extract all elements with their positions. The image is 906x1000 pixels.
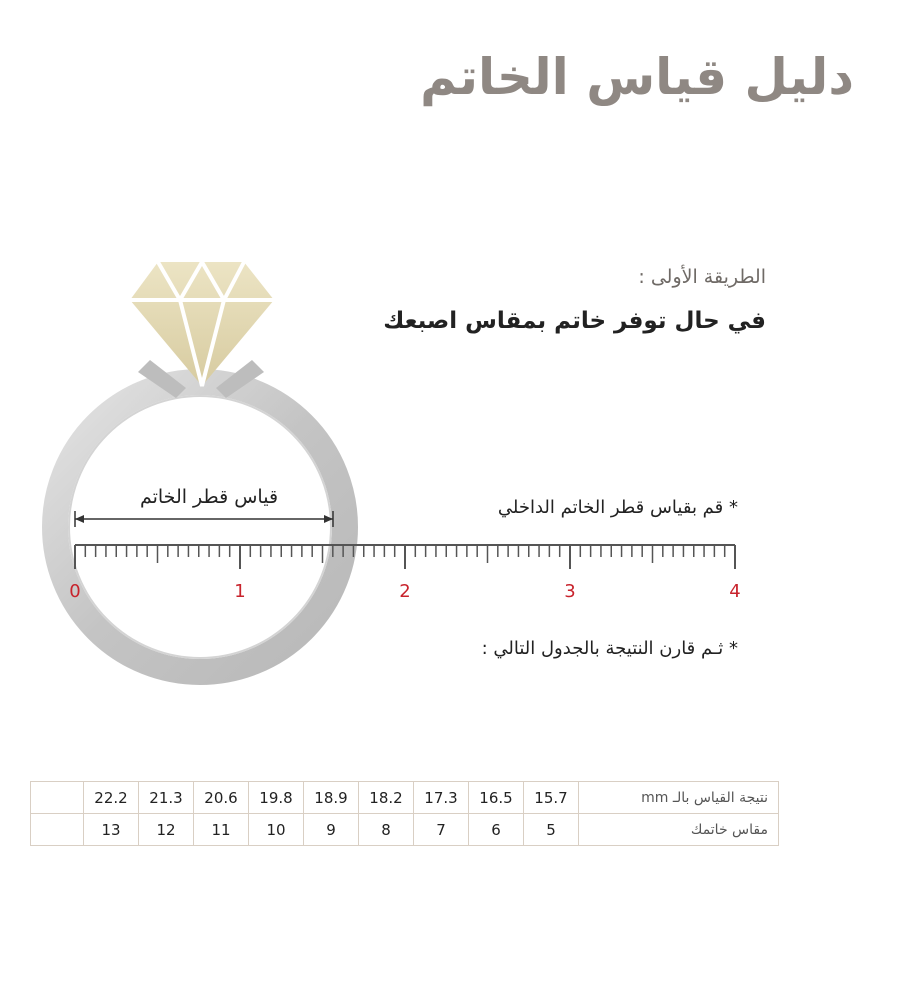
ring-band (55, 382, 345, 672)
table-cell-empty (31, 814, 84, 846)
diameter-arrow (75, 511, 333, 527)
table-cell: 11 (194, 814, 249, 846)
ruler-label: 4 (729, 581, 741, 602)
table-header-mm: نتيجة القياس بالـ mm (579, 782, 779, 814)
table-cell-empty (31, 782, 84, 814)
ruler-label: 2 (399, 581, 411, 602)
table-cell: 20.6 (194, 782, 249, 814)
ring-illustration (0, 240, 906, 700)
ruler (69, 545, 740, 602)
table-cell: 16.5 (469, 782, 524, 814)
ruler-label: 1 (234, 581, 246, 602)
table-cell: 9 (304, 814, 359, 846)
table-cell: 8 (359, 814, 414, 846)
page-title: دليل قياس الخاتم (420, 48, 854, 106)
table-cell: 22.2 (84, 782, 139, 814)
size-table (30, 781, 779, 846)
table-cell: 19.8 (249, 782, 304, 814)
step-compare-instruction: * ثـم قارن النتيجة بالجدول التالي : (481, 638, 738, 659)
ring-diameter-label: قياس قطر الخاتم (139, 486, 279, 508)
table-cell: 12 (139, 814, 194, 846)
table-cell: 6 (469, 814, 524, 846)
table-cell: 13 (84, 814, 139, 846)
table-cell: 10 (249, 814, 304, 846)
method-description: في حال توفر خاتم بمقاس اصبعك (383, 308, 766, 334)
method-label: الطريقة الأولى : (638, 266, 766, 288)
table-cell: 17.3 (414, 782, 469, 814)
table-cell: 18.9 (304, 782, 359, 814)
table-row-size (31, 814, 779, 846)
ruler-label: 0 (69, 581, 81, 602)
ring-inner-edge (69, 396, 331, 658)
table-header-size: مقاس خاتمك (579, 814, 779, 846)
table-cell: 7 (414, 814, 469, 846)
table-row-mm (31, 782, 779, 814)
table-cell: 21.3 (139, 782, 194, 814)
table-cell: 15.7 (524, 782, 579, 814)
step-measure-instruction: * قم بقياس قطر الخاتم الداخلي (497, 497, 738, 518)
table-cell: 5 (524, 814, 579, 846)
ruler-label: 3 (564, 581, 576, 602)
table-cell: 18.2 (359, 782, 414, 814)
